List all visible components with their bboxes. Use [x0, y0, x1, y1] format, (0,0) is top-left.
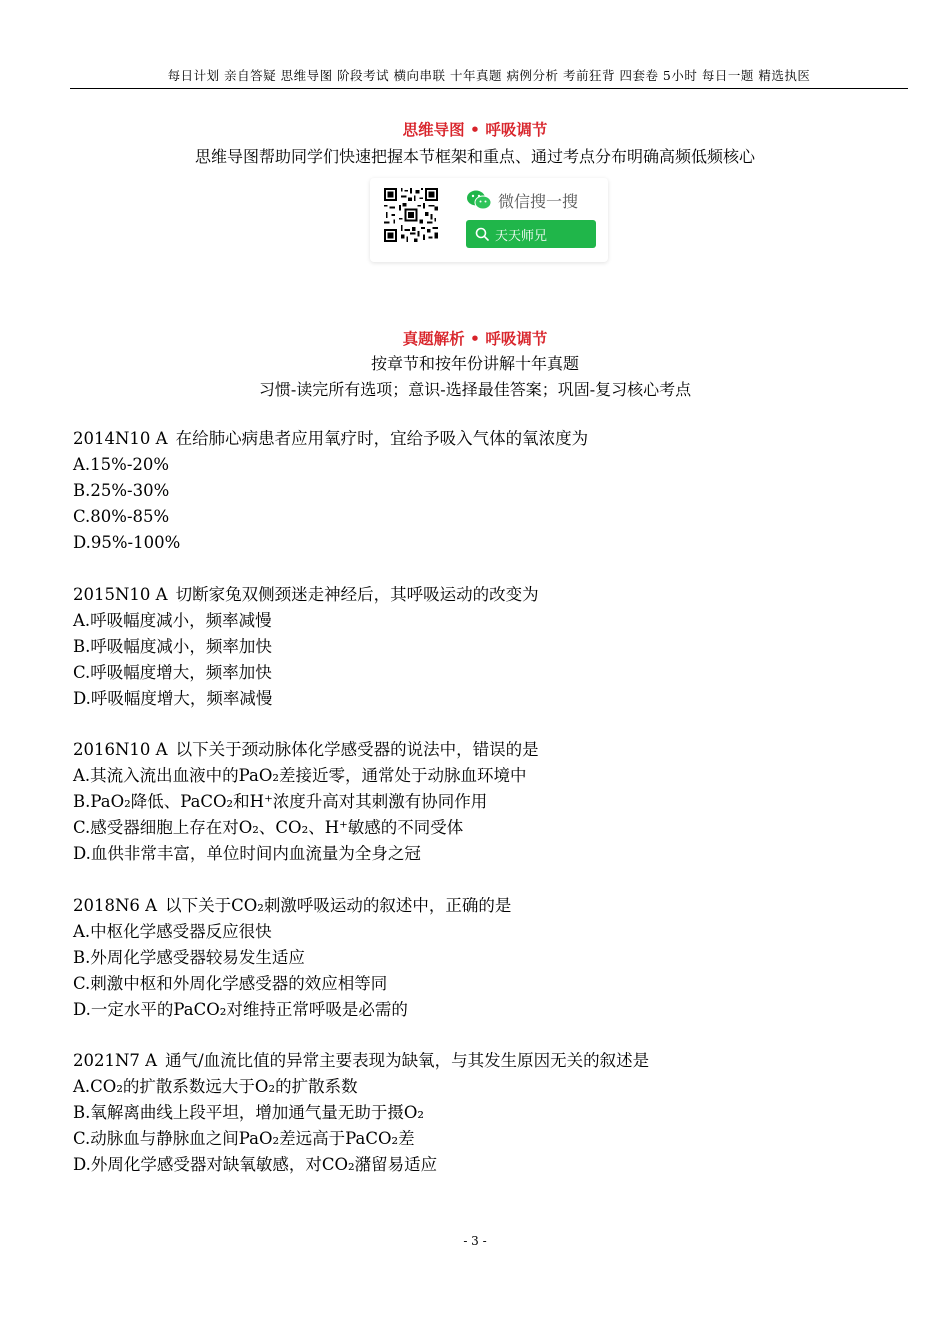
mindmap-title: 思维导图 • 呼吸调节: [402, 121, 548, 139]
option-c: C.80%-85%: [73, 507, 170, 526]
qr-code-icon: [384, 188, 438, 242]
option-a: A.15%-20%: [73, 455, 170, 474]
question-id: 2021N7 A: [73, 1051, 158, 1070]
option-d: D.血供非常丰富，单位时间内血流量为全身之冠: [73, 844, 421, 863]
option-c: C.动脉血与静脉血之间PaO₂差远高于PaCO₂差: [73, 1129, 415, 1148]
question-stem: 以下关于颈动脉体化学感受器的说法中，错误的是: [175, 740, 539, 759]
exam-title: 真题解析 • 呼吸调节: [402, 330, 548, 348]
question-item: [73, 426, 893, 556]
wechat-search-icon: [466, 189, 492, 211]
exam-subtitle-2: 习惯-读完所有选项；意识-选择最佳答案；巩固-复习核心考点: [258, 380, 692, 399]
question-item: [73, 893, 893, 1023]
search-icon: [475, 227, 489, 241]
option-a: A.呼吸幅度减小，频率减慢: [73, 610, 272, 630]
option-b: B.25%-30%: [73, 481, 170, 500]
mindmap-subtitle: 思维导图帮助同学们快速把握本节框架和重点、通过考点分布明确高频低频核心: [194, 147, 755, 166]
option-c: C.呼吸幅度增大，频率加快: [73, 662, 272, 682]
option-d: D.95%-100%: [73, 533, 181, 552]
option-b: B.PaO₂降低、PaCO₂和H⁺浓度升高对其刺激有协同作用: [73, 792, 488, 811]
exam-subtitle-1: 按章节和按年份讲解十年真题: [370, 354, 579, 373]
header-divider: [70, 88, 908, 89]
wechat-search-label: 微信搜一搜: [498, 191, 579, 211]
option-d: D.呼吸幅度增大，频率减慢: [73, 688, 273, 708]
option-b: B.氧解离曲线上段平坦，增加通气量无助于摄O₂: [73, 1103, 425, 1122]
question-item: [73, 737, 893, 867]
search-button-label: 天天师兄: [495, 228, 548, 244]
option-d: D.外周化学感受器对缺氧敏感，对CO₂潴留易适应: [73, 1155, 438, 1174]
search-button[interactable]: [466, 220, 596, 248]
question-list: [73, 426, 893, 1204]
option-d: D.一定水平的PaCO₂对维持正常呼吸是必需的: [73, 999, 408, 1019]
question-item: [73, 1048, 893, 1178]
question-item: [73, 582, 893, 712]
question-stem: 以下关于CO₂刺激呼吸运动的叙述中，正确的是: [165, 895, 512, 915]
question-stem: 通气/血流比值的异常主要表现为缺氧，与其发生原因无关的叙述是: [165, 1051, 650, 1070]
option-b: B.外周化学感受器较易发生适应: [73, 947, 305, 967]
question-id: 2016N10 A: [73, 740, 168, 759]
option-a: A.CO₂的扩散系数远大于O₂的扩散系数: [73, 1077, 358, 1096]
question-stem: 在给肺心病患者应用氧疗时，宜给予吸入气体的氧浓度为: [175, 429, 589, 448]
question-id: 2018N6 A: [73, 895, 158, 915]
question-stem: 切断家兔双侧颈迷走神经后，其呼吸运动的改变为: [175, 584, 539, 604]
question-id: 2015N10 A: [73, 584, 168, 604]
question-id: 2014N10 A: [73, 429, 168, 448]
option-a: A.其流入流出血液中的PaO₂差接近零，通常处于动脉血环境中: [73, 766, 527, 785]
header-nav: 每日计划 亲自答疑 思维导图 阶段考试 横向串联 十年真题 病例分析 考前狂背 四套卷 5小时 每日一题 精选执医: [167, 68, 811, 83]
wechat-search-card[interactable]: [370, 178, 608, 262]
page-number: - 3 -: [463, 1234, 487, 1248]
option-c: C.刺激中枢和外周化学感受器的效应相等同: [73, 973, 388, 993]
option-a: A.中枢化学感受器反应很快: [73, 921, 272, 941]
option-c: C.感受器细胞上存在对O₂、CO₂、H⁺敏感的不同受体: [73, 818, 464, 837]
option-b: B.呼吸幅度减小，频率加快: [73, 636, 272, 656]
wechat-search-label-row: [466, 188, 578, 212]
